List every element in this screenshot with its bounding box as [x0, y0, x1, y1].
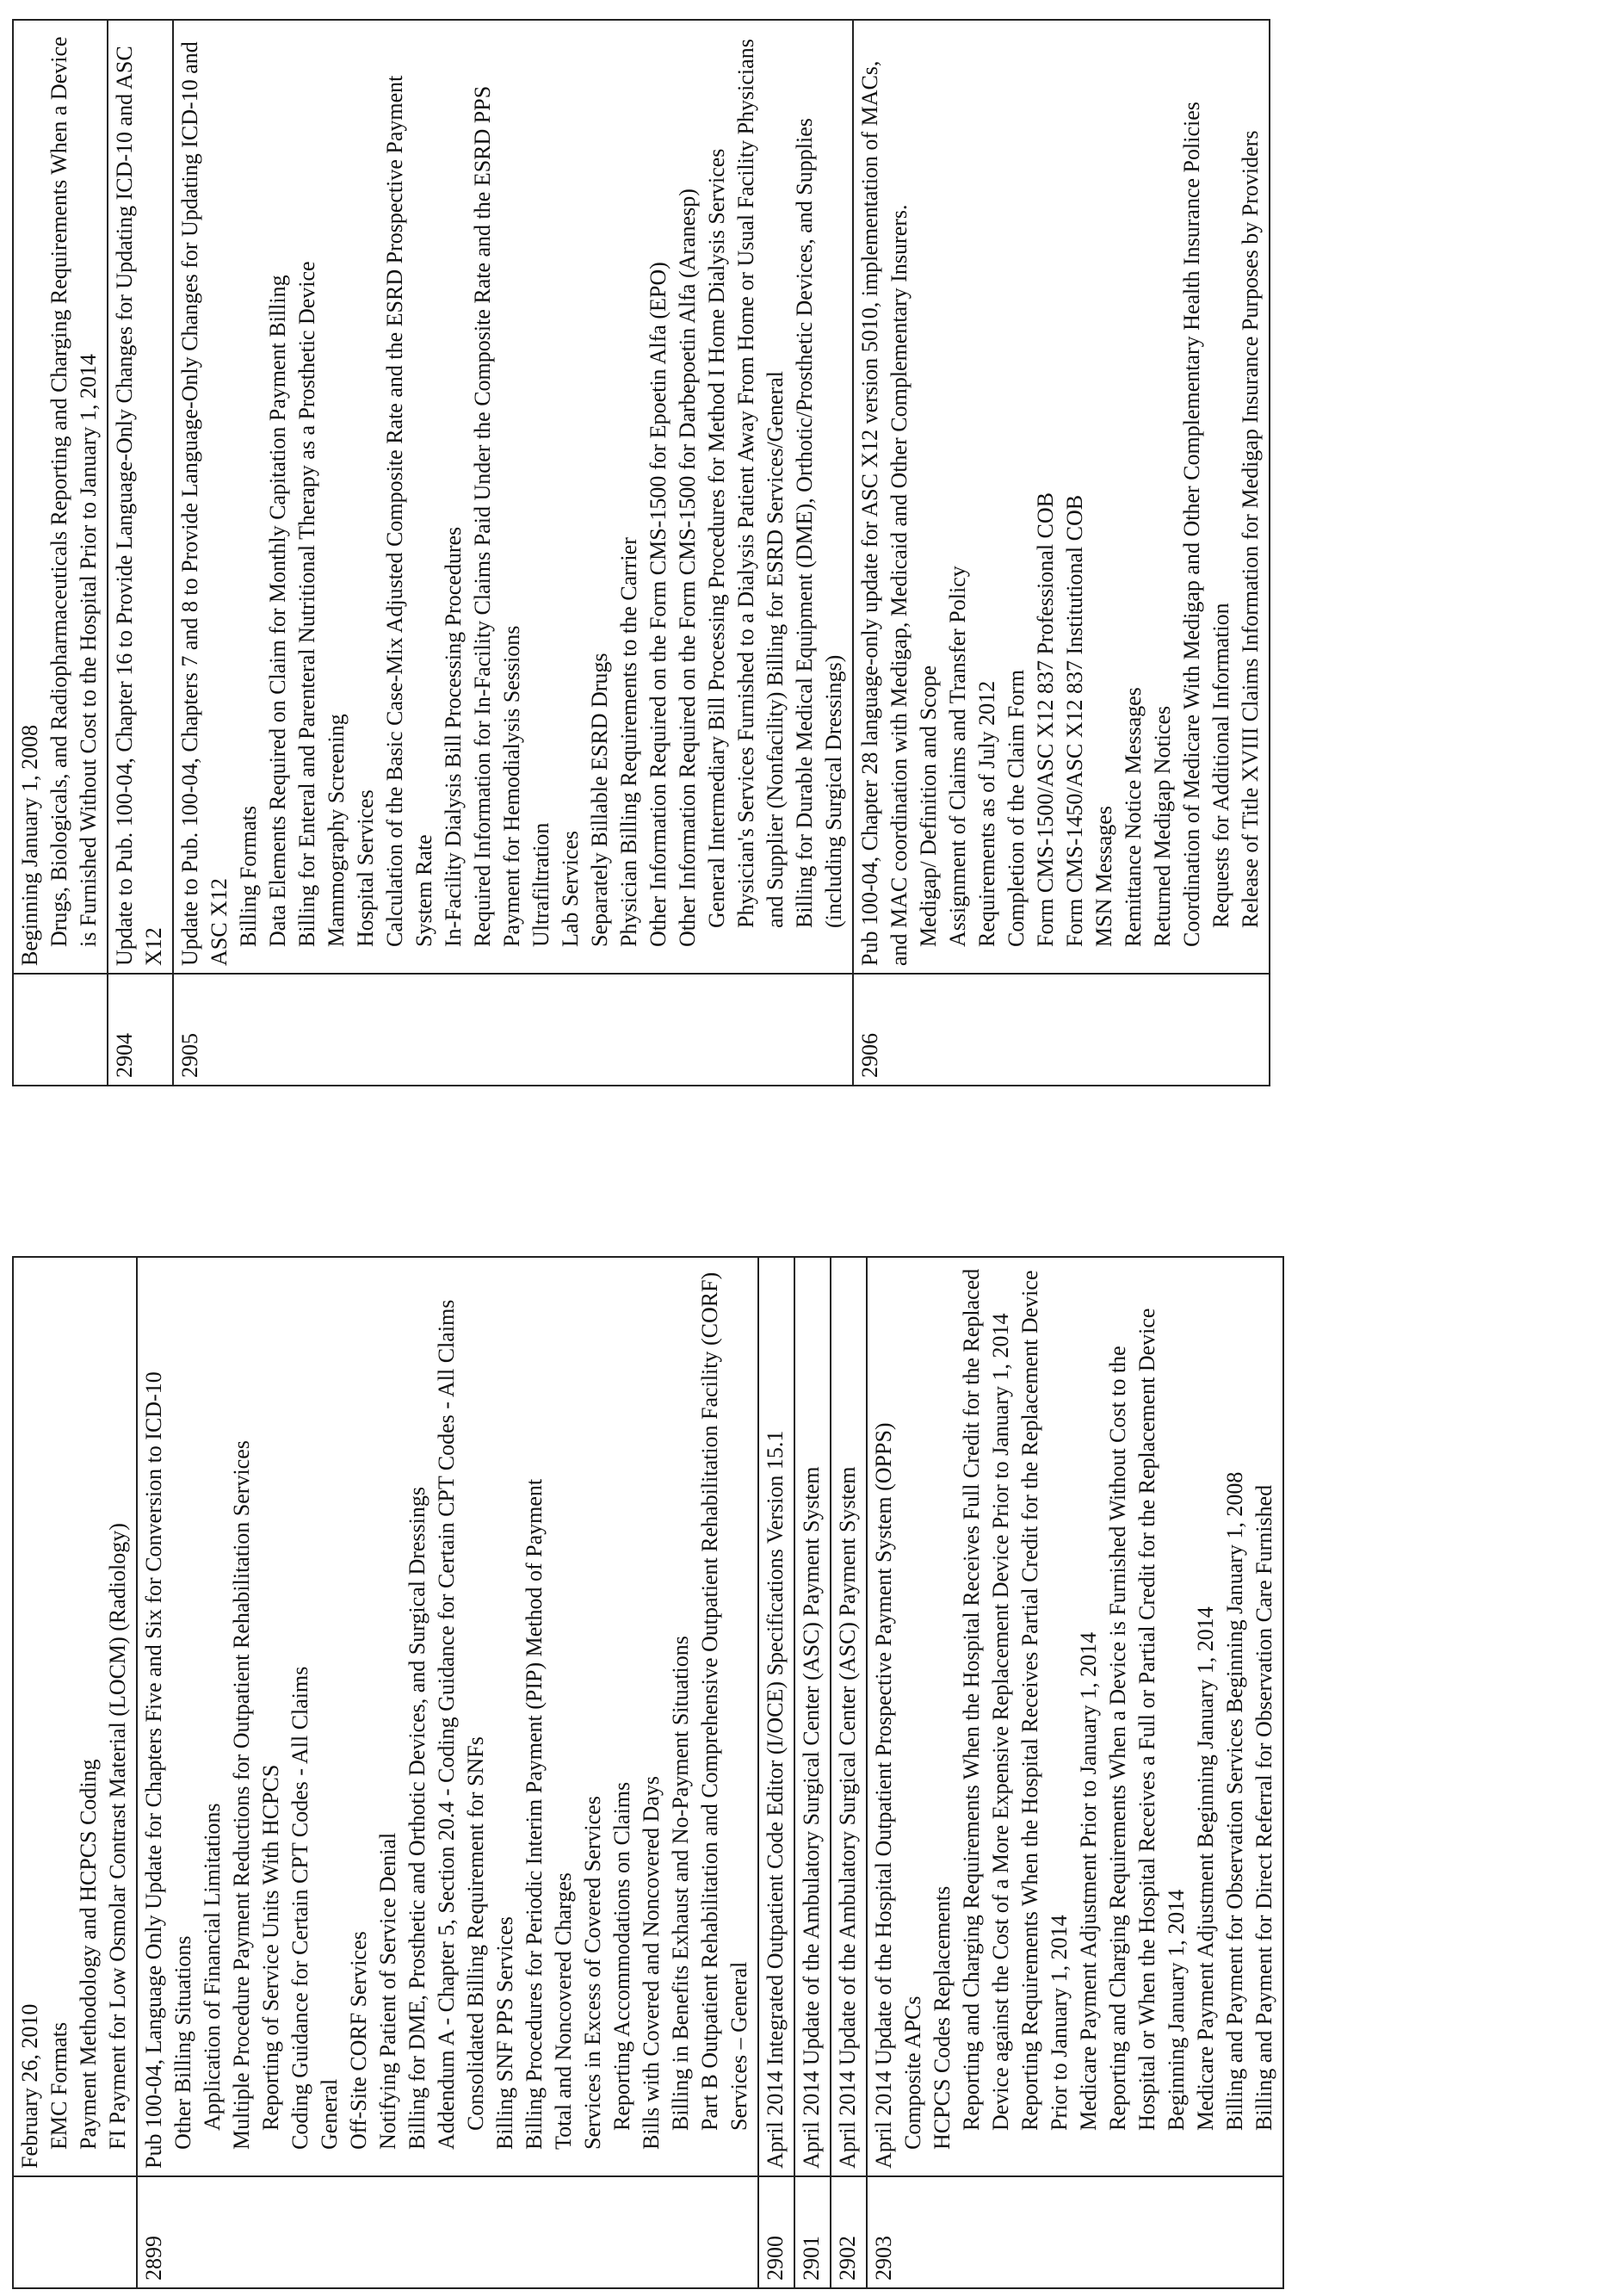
table-row — [794, 1257, 831, 2288]
description-heading: April 2014 Integrated Outpatient Code Editor (I/OCE) Specifications Version 15.1 — [763, 1430, 788, 2169]
description-subitem: EMC Formats — [46, 2021, 71, 2150]
description-subitem: Physician's Services Furnished to a Dialysis Patient Away From Home or Usual Facility Physicians and Supplier (Nonfacility) Billing for ESRD Services/General — [733, 39, 788, 928]
transmittal-description — [831, 1257, 867, 2176]
description-subitem: Reporting of Service Units With HCPCS — [258, 1764, 283, 2131]
left-table-body — [13, 1257, 1283, 2288]
description-subitem: Hospital Services — [353, 789, 378, 947]
transmittal-number: 2905 — [173, 974, 853, 1086]
description-subitem: Addendum A - Chapter 5, Section 20.4 - Coding Guidance for Certain CPT Codes - All Claims — [434, 1299, 459, 2150]
transmittal-number: 2899 — [137, 2176, 758, 2288]
description-subitem: Payment for Hemodialysis Sessions — [499, 625, 524, 947]
description-subitem: Billing for Enteral and Parenteral Nutritional Therapy as a Prosthetic Device — [294, 261, 319, 947]
description-subitem: Billing for Durable Medical Equipment (DME), Orthotic/Prosthetic Devices, and Supplies (including Surgical Dressings) — [792, 118, 846, 928]
description-heading: Update to Pub. 100-04, Chapter 16 to Provide Language-Only Changes for Updating ICD-10 and ASC X12 — [112, 46, 166, 966]
table-row — [831, 1257, 867, 2288]
description-subitem: Billing for DME, Prosthetic and Orthotic Devices, and Surgical Dressings — [405, 1486, 430, 2150]
description-subitem: Release of Title XVIII Claims Information for Medigap Insurance Purposes by Providers — [1238, 130, 1263, 928]
transmittal-description — [108, 20, 173, 974]
transmittal-description — [794, 1257, 831, 2176]
transmittal-number: 2903 — [867, 2176, 1283, 2288]
description-subitem: Billing and Payment for Direct Referral for Observation Care Furnished — [1251, 1484, 1276, 2131]
description-subitem: Separately Billable ESRD Drugs — [587, 653, 612, 947]
description-subitem: Physician Billing Requirements to the Carrier — [616, 537, 641, 947]
description-subitem: Multiple Procedure Payment Reductions for Outpatient Rehabilitation Services — [229, 1440, 254, 2150]
description-subitem: Notifying Patient of Service Denial — [375, 1832, 400, 2150]
description-subitem: Form CMS-1450/ASC X12 837 Institutional COB — [1062, 494, 1087, 947]
description-subitem: Assignment of Claims and Transfer Policy — [945, 566, 970, 947]
description-subitem: Payment Methodology and HCPCS Coding — [76, 1759, 101, 2150]
transmittal-description — [758, 1257, 794, 2176]
description-subitem: Mammography Screening — [324, 714, 349, 947]
description-heading: February 26, 2010 — [17, 2003, 42, 2169]
right-table — [12, 19, 1270, 1086]
transmittal-description — [137, 1257, 758, 2176]
table-row — [867, 1257, 1283, 2288]
description-subitem: Drugs, Biologicals, and Radiopharmaceuticals Reporting and Charging Requirements When a Device is Furnished Without Cost to the Hospital Prior to January 1, 2014 — [46, 36, 101, 947]
description-subitem: Other Billing Situations — [170, 1935, 195, 2150]
table-row — [853, 20, 1270, 1086]
table-row — [108, 20, 173, 1086]
description-subitem: MSN Messages — [1091, 806, 1116, 947]
description-subitem: Consolidated Billing Requirement for SNFs — [463, 1736, 488, 2131]
description-subitem: Billing Formats — [236, 806, 261, 947]
description-subitem: Billing SNF PPS Services — [492, 1916, 517, 2150]
transmittal-description — [853, 20, 1270, 974]
table-row — [173, 20, 853, 1086]
description-subitem: Billing Procedures for Periodic Interim Payment (PIP) Method of Payment — [522, 1478, 547, 2150]
description-heading: Pub 100-04, Chapter 28 language-only update for ASC X12 version 5010, implementation of MACs, and MAC coordination with Medigap, Medicaid and Other Complementary Insurers. — [857, 60, 912, 966]
description-subitem: Form CMS-1500/ASC X12 837 Professional COB — [1033, 492, 1058, 947]
description-subitem: Ultrafiltration — [528, 822, 553, 947]
description-subitem: Medicare Payment Adjustment Prior to January 1, 2014 — [1076, 1631, 1101, 2131]
description-subitem: Billing and Payment for Observation Services Beginning January 1, 2008 — [1222, 1471, 1247, 2131]
description-subitem: Other Information Required on the Form CMS-1500 for Darbepoetin Alfa (Aranesp) — [675, 189, 700, 947]
transmittal-number: 2902 — [831, 2176, 867, 2288]
transmittal-number: 2900 — [758, 2176, 794, 2288]
transmittal-number: 2906 — [853, 974, 1270, 1086]
description-subitem: FI Payment for Low Osmolar Contrast Material (LOCM) (Radiology) — [105, 1523, 130, 2150]
description-subitem: Calculation of the Basic Case-Mix Adjusted Composite Rate and the ESRD Prospective Payment System Rate — [382, 75, 436, 947]
description-subitem: Data Elements Required on Claim for Monthly Capitation Payment Billing — [265, 275, 290, 947]
transmittal-description — [173, 20, 853, 974]
transmittal-number — [13, 974, 108, 1086]
description-subitem: Coding Guidance for Certain CPT Codes - All Claims — [287, 1666, 312, 2150]
description-subitem: General — [317, 2078, 342, 2150]
description-heading: Beginning January 1, 2008 — [17, 724, 42, 966]
description-subitem: Lab Services — [558, 830, 583, 947]
table-row — [137, 1257, 758, 2288]
description-heading: April 2014 Update of the Ambulatory Surgical Center (ASC) Payment System — [799, 1466, 824, 2169]
transmittal-description — [13, 20, 108, 974]
description-subitem: Billing in Benefits Exhaust and No-Payment Situations — [668, 1636, 693, 2131]
description-subitem: HCPCS Codes Replacements — [930, 1885, 955, 2150]
description-subitem: Reporting Accommodations on Claims — [609, 1781, 634, 2131]
description-subitem: Requirements as of July 2012 — [974, 680, 999, 947]
transmittal-description — [13, 1257, 137, 2176]
description-subitem: Off-Site CORF Services — [346, 1931, 371, 2150]
description-subitem: Part B Outpatient Rehabilitation and Comprehensive Outpatient Rehabilitation Facility (CORF) Services – General — [697, 1272, 751, 2131]
description-heading: April 2014 Update of the Hospital Outpatient Prospective Payment System (OPPS) — [871, 1422, 896, 2169]
table-row — [758, 1257, 794, 2288]
description-subitem: Reporting and Charging Requirements When the Hospital Receives Full Credit for the Replaced Device against the Cost of a More Expensive Replacement Device Prior to January 1, 2014 — [959, 1268, 1013, 2131]
left-table — [12, 1256, 1284, 2289]
description-subitem: Total and Noncovered Charges — [551, 1872, 576, 2150]
description-subitem: Completion of the Claim Form — [1004, 669, 1029, 947]
table-row — [13, 1257, 137, 2288]
table-row — [13, 20, 108, 1086]
description-subitem: Other Information Required on the Form CMS-1500 for Epoetin Alfa (EPO) — [646, 262, 671, 947]
transmittal-number: 2904 — [108, 974, 173, 1086]
description-subitem: Required Information for In-Facility Claims Paid Under the Composite Rate and the ESRD PPS — [470, 85, 495, 947]
description-subitem: Bills with Covered and Noncovered Days — [639, 1776, 664, 2150]
description-heading: Pub 100-04, Language Only Update for Chapters Five and Six for Conversion to ICD-10 — [141, 1371, 166, 2169]
description-subitem: Medigap/ Definition and Scope — [916, 665, 941, 947]
description-subitem: Reporting and Charging Requirements When a Device is Furnished Without Cost to the Hospital or When the Hospital Receives a Full or Partial Credit for the Replacement Device Beginning January 1, 2014 — [1105, 1308, 1189, 2131]
description-subitem: Services in Excess of Covered Services — [580, 1796, 605, 2150]
description-heading: Update to Pub. 100-04, Chapters 7 and 8 to Provide Language-Only Changes for Updating ICD-10 and ASC X12 — [177, 41, 232, 966]
description-subitem: Application of Financial Limitations — [200, 1803, 225, 2131]
description-subitem: In-Facility Dialysis Bill Processing Procedures — [441, 526, 466, 947]
description-subitem: Returned Medigap Notices — [1150, 705, 1175, 947]
description-subitem: Medicare Payment Adjustment Beginning January 1, 2014 — [1193, 1606, 1218, 2131]
transmittal-number — [13, 2176, 137, 2288]
transmittal-description — [867, 1257, 1283, 2176]
transmittal-number: 2901 — [794, 2176, 831, 2288]
description-subitem: Reporting Requirements When the Hospital Receives Partial Credit for the Replacement Device Prior to January 1, 2014 — [1017, 1270, 1072, 2131]
description-subitem: Composite APCs — [900, 1996, 925, 2150]
description-heading: April 2014 Update of the Ambulatory Surgical Center (ASC) Payment System — [835, 1466, 860, 2169]
description-subitem: Coordination of Medicare With Medigap and Other Complementary Health Insurance Policies — [1179, 102, 1204, 947]
description-subitem: Remittance Notice Messages — [1121, 687, 1146, 947]
right-table-body — [13, 20, 1270, 1086]
description-subitem: General Intermediary Bill Processing Procedures for Method I Home Dialysis Services — [704, 148, 729, 928]
description-subitem: Requests for Additional Information — [1208, 603, 1233, 928]
